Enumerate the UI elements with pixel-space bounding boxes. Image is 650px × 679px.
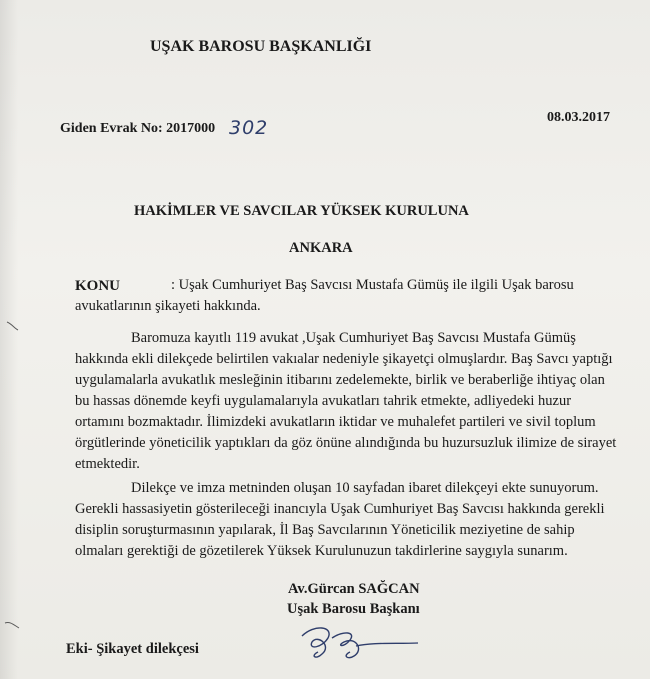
recipient: HAKİMLER VE SAVCILAR YÜKSEK KURULUNA	[134, 203, 469, 219]
page-shadow	[0, 0, 18, 679]
paragraph-1-line: örgütlerinde yöneticilik yaptıkları da göz önüne alındığında bu huzursuzluk ilimize de sirayet	[75, 435, 617, 451]
subject-line-2: avukatlarının şikayeti hakkında.	[75, 298, 261, 314]
paragraph-2-line: Gerekli hassasiyetin gösterileceği inancıyla Uşak Cumhuriyet Baş Savcısı hakkında gerekli	[75, 501, 605, 517]
paragraph-2-line: olmaları gerektiği de gözetilerek Yüksek Kurulunuzun takdirlerine saygıyla sunarım.	[75, 543, 568, 559]
reference-handwritten-number: 302	[229, 117, 269, 139]
signatory-title: Uşak Barosu Başkanı	[287, 601, 420, 617]
letterhead: UŞAK BAROSU BAŞKANLIĞI	[150, 38, 372, 55]
subject-label: KONU	[75, 278, 120, 294]
paragraph-2-line: disiplin soruşturmasının yapılarak, İl Baş Savcılarının Yöneticilik meziyetine de sahip	[75, 522, 575, 538]
handwritten-signature	[292, 616, 442, 666]
subject-line-1: : Uşak Cumhuriyet Baş Savcısı Mustafa Gümüş ile ilgili Uşak barosu	[171, 277, 574, 293]
reference-label: Giden Evrak No: 2017000	[60, 121, 216, 136]
document-date: 08.03.2017	[547, 110, 610, 125]
paragraph-1-line: etmektedir.	[75, 456, 140, 472]
margin-mark	[4, 620, 20, 630]
paragraph-1-line: bu hassas dönemde keyfi uygulamalarıyla avukatları tahrik etmekte, adliyedeki huzur	[75, 393, 572, 409]
paragraph-1-line: ortamını bozmaktadır. İlimizdeki avukatların iktidar ve muhalefet partileri ve sivil toplum	[75, 414, 596, 430]
signatory-name: Av.Gürcan SAĞCAN	[288, 581, 420, 597]
margin-mark	[6, 320, 20, 332]
paragraph-1-line: uygulamalarla avukatlık mesleğinin itibarını zedelemekte, birlik ve beraberliğe ihtiyaç olan	[75, 372, 605, 388]
paragraph-1-line: Baromuza kayıtlı 119 avukat ,Uşak Cumhuriyet Baş Savcısı Mustafa Gümüş	[131, 330, 576, 346]
attachment-note: Eki- Şikayet dilekçesi	[66, 641, 199, 657]
recipient-city: ANKARA	[289, 240, 353, 256]
paragraph-2-line: Dilekçe ve imza metninden oluşan 10 sayfadan ibaret dilekçeyi ekte sunuyorum.	[131, 480, 599, 496]
paragraph-1-line: hakkında ekli dilekçede belirtilen vakıalar nedeniyle şikayetçi olmuşlardır. Baş Savcı yaptığı	[75, 351, 613, 367]
